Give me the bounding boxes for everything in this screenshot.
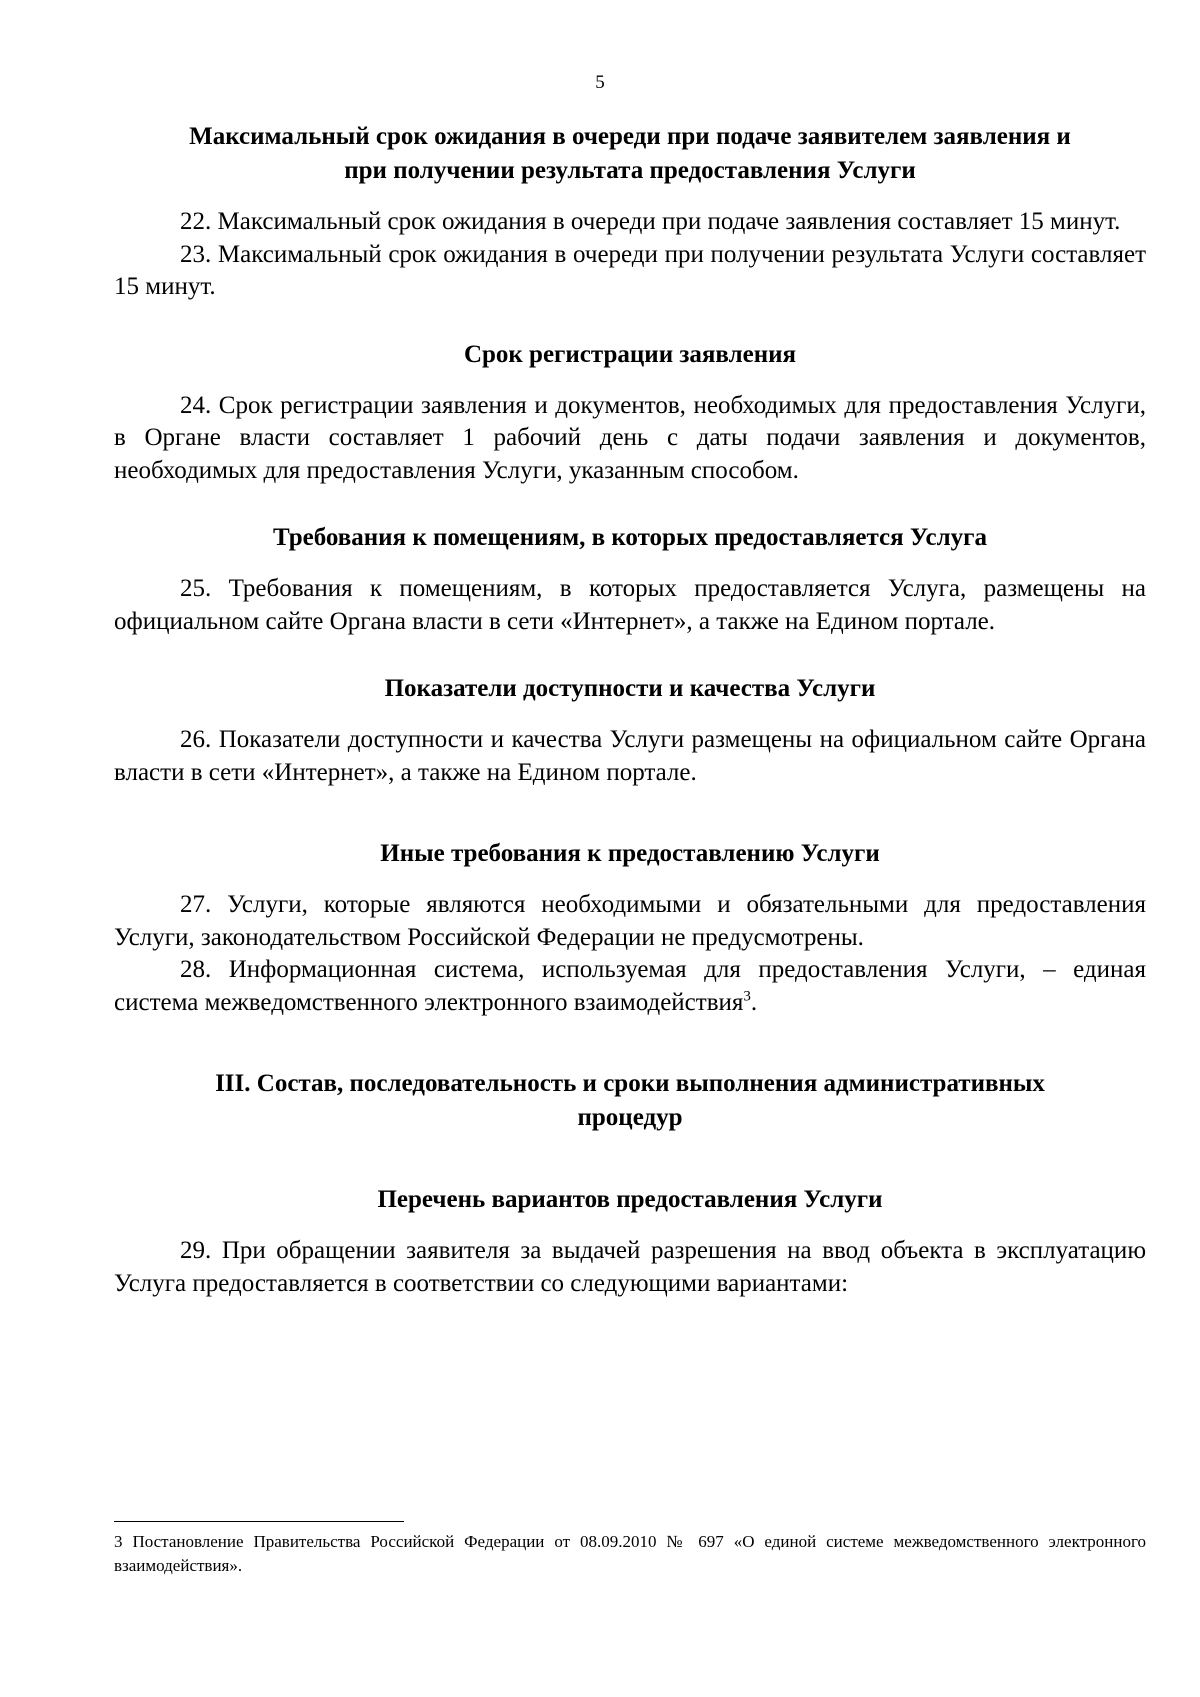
paragraph-28 <box>114 954 1146 1019</box>
page-number: 5 <box>595 72 605 93</box>
section-other-requirements <box>114 837 1146 1019</box>
heading-section-iii-line1: III. Состав, последовательность и сроки выполнения административных <box>215 1070 1045 1097</box>
section-waiting-time <box>114 120 1146 304</box>
footnote-3: 3 Постановление Правительства Российской Федерации от 08.09.2010 № 697 «О единой системе межведомственного электронного взаимодействия». <box>114 1532 1146 1575</box>
paragraph-29: 29. При обращении заявителя за выдачей разрешения на ввод объекта в эксплуатацию Услуга предоставляется в соответствии со следующими вариантами: <box>114 1237 1146 1297</box>
section-registration <box>114 338 1146 488</box>
heading-other-requirements: Иные требования к предоставлению Услуги <box>380 840 880 867</box>
paragraph-25: 25. Требования к помещениям, в которых предоставляется Услуга, размещены на официальном сайте Органа власти в сети «Интернет», а также на Едином портале. <box>114 575 1146 635</box>
paragraph-24: 24. Срок регистрации заявления и документов, необходимых для предоставления Услуги, в Органе власти составляет 1 рабочий день с даты подачи заявления и документов, необходимых для предоставления Услуги, указанным способом. <box>114 391 1146 484</box>
heading-premises: Требования к помещениям, в которых предоставляется Услуга <box>272 524 988 551</box>
paragraph-26: 26. Показатели доступности и качества Услуги размещены на официальном сайте Органа власти в сети «Интернет», а также на Едином портале. <box>114 726 1146 786</box>
section-iii <box>114 1067 1146 1135</box>
heading-registration: Срок регистрации заявления <box>463 340 797 368</box>
paragraph-28-end: . <box>750 988 758 1016</box>
paragraph-22: 22. Максимальный срок ожидания в очереди при подаче заявления составляет 15 минут. <box>180 208 1121 235</box>
document-body <box>114 120 1146 1300</box>
heading-waiting-time-line2: при получении результата предоставления Услуги <box>344 157 916 184</box>
section-accessibility <box>114 672 1146 789</box>
section-variants <box>114 1183 1146 1300</box>
heading-waiting-time-line1: Максимальный срок ожидания в очереди при подаче заявителем заявления и <box>189 123 1071 150</box>
paragraph-27: 27. Услуги, которые являются необходимыми и обязательными для предоставления Услуги, законодательством Российской Федерации не предусмотрены. <box>114 891 1146 951</box>
paragraph-23: 23. Максимальный срок ожидания в очереди при получении результата Услуги составляет 15 минут. <box>114 240 1146 300</box>
footnote-separator <box>114 1521 404 1522</box>
heading-variants: Перечень вариантов предоставления Услуги <box>377 1186 883 1213</box>
heading-section-iii-line2: процедур <box>577 1104 683 1131</box>
footnote-ref-3: 3 <box>743 988 751 1005</box>
paragraph-28-text: 28. Информационная система, используемая для предоставления Услуги, – единая система межведомственного электронного взаимодействия <box>114 956 1146 1016</box>
heading-accessibility: Показатели доступности и качества Услуги <box>384 675 876 702</box>
section-premises <box>114 521 1146 638</box>
